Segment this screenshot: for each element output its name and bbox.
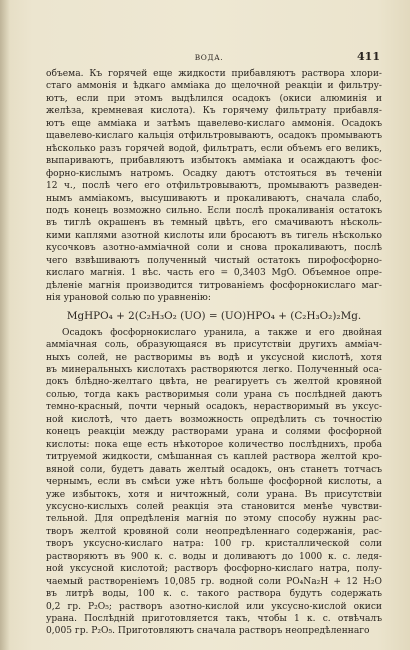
text-line: ной уксусной кислотой; растворъ фосфорно-кислаго натра, полу- bbox=[46, 564, 382, 575]
paragraph-bottom bbox=[46, 327, 382, 638]
chemical-equation: MgHPO₄ + 2(C₂H₃O₂ (UO) = (UO)HPO₄ + (C₂H₃O₂)₂Mg. bbox=[66, 309, 362, 322]
text-line: титруемой жидкости, смѣшанная съ каплей раствора желтой кро- bbox=[46, 452, 382, 463]
text-line: ной кислотѣ, что даетъ возможность опредѣлить съ точностію bbox=[46, 414, 382, 425]
text-line: подъ конецъ возможно сильно. Если послѣ прокаливанія остатокъ bbox=[46, 205, 382, 216]
text-line: Осадокъ фосфорнокислаго уранила, а также и его двойная bbox=[62, 327, 382, 338]
text-line: кислаго магнія. 1 вѣс. часть его = 0,3403 MgO. Объемное опре- bbox=[46, 268, 382, 279]
text-line: уже избытокъ, хотя и ничтожный, соли урана. Въ присутствіи bbox=[46, 489, 382, 500]
text-line: уксусно-кислыхъ солей реакція эта становится менѣе чувстви- bbox=[46, 501, 382, 512]
text-line: кислоты: пока еще есть нѣкоторое количество послѣднихъ, проба bbox=[46, 439, 382, 450]
text-line: чаемый растворенiемъ 10,085 гр. водной соли PO₄Na₂H + 12 H₂O bbox=[46, 576, 382, 587]
text-line: чего взвѣшиваютъ полученный чистый остатокъ пирофосфорно- bbox=[46, 255, 382, 266]
text-line: солью, тогда какъ растворимыя соли урана съ послѣдней даютъ bbox=[46, 389, 382, 400]
page-number: 411 bbox=[357, 50, 380, 63]
text-line: дѣленіе магнія производится титрованіемъ фосфорнокислаго маг- bbox=[46, 280, 382, 291]
text-line: стаго аммонія и ѣдкаго аммiака до щелочной реакціи и фильтру- bbox=[46, 81, 382, 92]
text-line: ныхъ солей, не растворимы въ водѣ и уксусной кислотѣ, хотя bbox=[46, 352, 382, 363]
text-line: творъ уксусно-кислаго натра: 100 гр. кристаллической соли bbox=[46, 539, 382, 550]
text-line: тельной. Для опредѣленія магнія по этому способу нужны рас- bbox=[46, 514, 382, 525]
page-edge-shadow bbox=[0, 0, 10, 650]
text-line: кими каплями азотной кислоты или бросаютъ въ тигель нѣсколько bbox=[46, 230, 382, 241]
page-header bbox=[38, 51, 380, 65]
text-line: чернымъ, если въ смѣси уже нѣтъ больше фосфорной кислоты, а bbox=[46, 477, 382, 488]
text-line: нѣсколько разъ горячей водой, фильтратъ, если объемъ его великъ, bbox=[46, 143, 382, 154]
text-line: аммiачная соль, образующаяся въ присутствіи другихъ аммiач- bbox=[46, 340, 382, 351]
body-text bbox=[46, 68, 382, 638]
text-line: объема. Къ горячей еще жидкости прибавляютъ раствора хлори- bbox=[46, 69, 382, 79]
text-line: кусочковъ азотно-аммiачной соли и снова прокаливаютъ, послѣ bbox=[46, 243, 382, 254]
text-line: творъ желтой кровяной соли неопредѣленнаго содержанія, рас- bbox=[46, 526, 382, 537]
text-line: ютъ еще аммiака и затѣмъ щавелево-кислаго аммонія. Осадокъ bbox=[46, 118, 382, 129]
text-line: нія урановой солью по уравненію: bbox=[46, 293, 211, 304]
text-line: ютъ, если при этомъ выдѣлился осадокъ (окиси алюминія и bbox=[46, 93, 382, 104]
running-title: ВОДА. bbox=[194, 53, 224, 62]
text-line: щавелево-кислаго кальція отфильтровываютъ, осадокъ промываютъ bbox=[46, 131, 382, 142]
text-line: растворяютъ въ 900 к. с. воды и доливаютъ до 1000 к. с. ледя- bbox=[46, 551, 382, 562]
text-line: вяной соли, будетъ давать желтый осадокъ, онъ станетъ тотчасъ bbox=[46, 464, 382, 475]
text-line: 0,005 гр. P₂O₅. Приготовляютъ сначала растворъ неопредѣленнаго bbox=[46, 626, 370, 637]
text-line: желѣза, кремневая кислота). Къ горячему фильтрату прибавля- bbox=[46, 106, 382, 117]
text-line: темно-красный, почти черный осадокъ, нерастворимый въ уксус- bbox=[46, 402, 382, 413]
text-line: выпариваютъ, прибавляютъ избытокъ аммiака и осаждаютъ фос- bbox=[46, 156, 382, 167]
text-line: въ тиглѣ окрашенъ въ темный цвѣтъ, его смачиваютъ нѣсколь- bbox=[46, 218, 382, 229]
text-line: въ литрѣ воды, 100 к. с. такого раствора будутъ содержать bbox=[46, 589, 382, 600]
text-line: докъ блѣдно-желтаго цвѣта, не реагируетъ съ желтой кровяной bbox=[46, 377, 382, 388]
text-line: 12 ч., послѣ чего его отфильтровываютъ, промываютъ разведен- bbox=[46, 181, 382, 192]
text-line: въ минеральныхъ кислотахъ растворяются легко. Полученный оса- bbox=[46, 364, 382, 375]
text-line: нымъ аммiакомъ, высушиваютъ и прокаливаютъ, сначала слабо, bbox=[46, 193, 382, 204]
text-line: 0,2 гр. P₂O₅; растворъ азотно-кислой или уксусно-кислой окиси bbox=[46, 601, 382, 612]
paragraph-top bbox=[46, 68, 382, 305]
text-line: конецъ реакціи между растворами урана и солями фосфорной bbox=[46, 427, 382, 438]
text-line: форно-кислымъ натромъ. Осадку даютъ отстояться въ теченіи bbox=[46, 168, 382, 179]
text-line: урана. Послѣдній приготовляется такъ, чтобы 1 к. с. отвѣчалъ bbox=[46, 614, 382, 625]
